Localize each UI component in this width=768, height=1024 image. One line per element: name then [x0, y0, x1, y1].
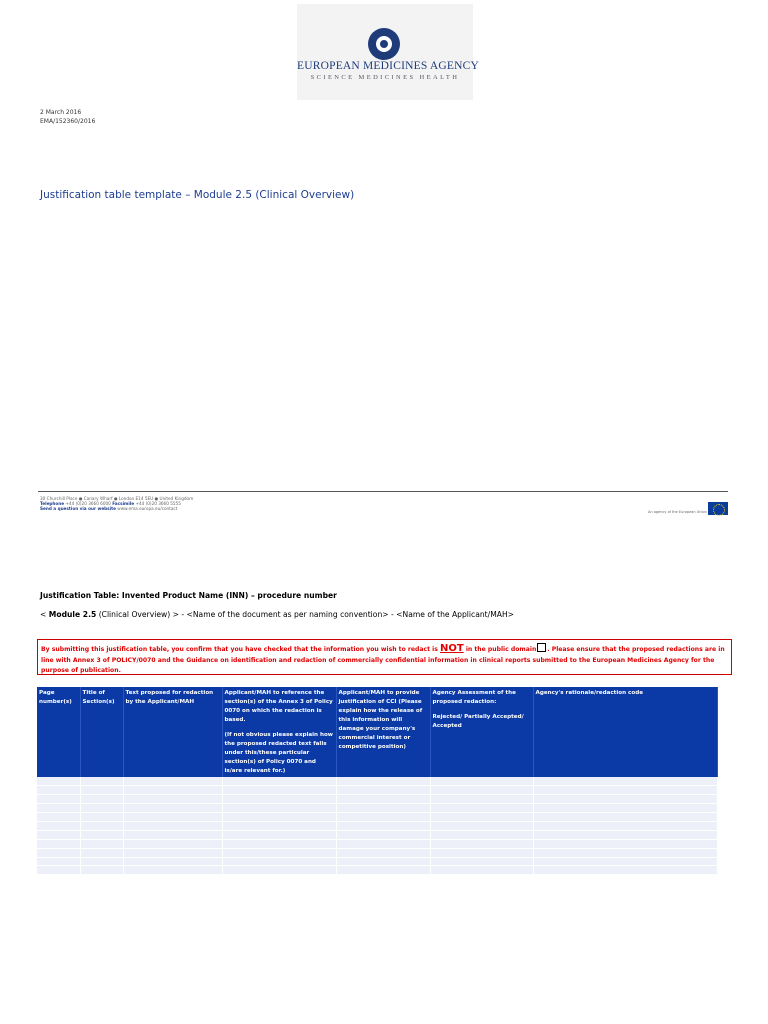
table-cell[interactable] [533, 777, 717, 786]
table-cell[interactable] [80, 821, 123, 830]
question-label: Send a question via our website [40, 506, 116, 511]
table-cell[interactable] [336, 777, 430, 786]
table-row [37, 804, 717, 813]
justification-table [37, 687, 718, 875]
footer-divider [38, 491, 728, 492]
table-cell[interactable] [37, 777, 80, 786]
column-header-proposed-text [123, 687, 222, 777]
table-row [37, 866, 717, 875]
column-header-agency-assessment [430, 687, 533, 777]
table-cell[interactable] [336, 813, 430, 822]
table-row [37, 777, 717, 786]
footer-address-block [40, 496, 193, 511]
table-cell[interactable] [430, 857, 533, 866]
table-cell[interactable] [430, 777, 533, 786]
table-cell[interactable] [123, 821, 222, 830]
table-cell[interactable] [222, 848, 336, 857]
table-cell[interactable] [123, 795, 222, 804]
telephone-number: +44 (0)20 3660 6000 [65, 501, 111, 506]
confirm-checkbox[interactable] [537, 643, 546, 652]
column-label: Page number(s) [39, 690, 72, 705]
table-cell[interactable] [80, 804, 123, 813]
table-cell[interactable] [533, 839, 717, 848]
eu-flag-icon [708, 502, 728, 515]
table-cell[interactable] [37, 795, 80, 804]
table-cell[interactable] [336, 857, 430, 866]
website-link[interactable]: www.ema.europa.eu/contact [117, 506, 178, 511]
table-cell[interactable] [80, 813, 123, 822]
table-header-row [37, 687, 717, 777]
table-cell[interactable] [37, 804, 80, 813]
confirmation-notice [37, 639, 732, 675]
table-cell[interactable] [123, 777, 222, 786]
table-cell[interactable] [533, 848, 717, 857]
subtitle-open: < [40, 610, 47, 619]
table-cell[interactable] [80, 830, 123, 839]
table-row [37, 821, 717, 830]
document-meta [40, 108, 95, 126]
table-cell[interactable] [533, 821, 717, 830]
table-cell[interactable] [37, 839, 80, 848]
table-row [37, 848, 717, 857]
table-cell[interactable] [80, 777, 123, 786]
justification-subtitle [40, 610, 514, 619]
notice-part-2: in the public domain [463, 646, 537, 653]
table-cell[interactable] [123, 839, 222, 848]
ema-emblem-icon [368, 28, 400, 60]
logo-tagline: SCIENCE MEDICINES HEALTH [310, 74, 460, 81]
column-header-annex-reference [222, 687, 336, 777]
facsimile-number: +44 (0)20 3660 5555 [135, 501, 181, 506]
table-cell[interactable] [80, 857, 123, 866]
column-header-cci-justification [336, 687, 430, 777]
table-cell[interactable] [37, 857, 80, 866]
table-cell[interactable] [123, 786, 222, 795]
telephone-label: Telephone [40, 501, 65, 506]
table-row [37, 839, 717, 848]
table-cell[interactable] [80, 848, 123, 857]
table-row [37, 857, 717, 866]
table-cell[interactable] [336, 795, 430, 804]
table-cell[interactable] [430, 786, 533, 795]
table-cell[interactable] [533, 866, 717, 875]
table-cell[interactable] [533, 795, 717, 804]
table-cell[interactable] [336, 839, 430, 848]
column-label: Agency's rationale/redaction code [535, 690, 644, 696]
table-cell[interactable] [430, 804, 533, 813]
table-cell[interactable] [430, 830, 533, 839]
table-cell[interactable] [533, 786, 717, 795]
table-cell[interactable] [123, 830, 222, 839]
subtitle-module: Module 2.5 [48, 610, 97, 619]
table-cell[interactable] [123, 866, 222, 875]
facsimile-label: Facsimile [112, 501, 135, 506]
notice-part-1: By submitting this justification table, you confirm that you have checked that the information you wish to redact is [41, 646, 440, 653]
table-cell[interactable] [222, 777, 336, 786]
notice-part-3: . Please ensure that the proposed redactions are in line with Annex 3 of POLICY/0070 and the Guidance on identification and redaction of commercially confidential information in clinical reports submitted to the European Medicines Agency for the purpose of publication. [41, 646, 725, 674]
table-cell[interactable] [80, 795, 123, 804]
subtitle-rest: (Clinical Overview) > - <Name of the document as per naming convention> - <Name of the Applicant/MAH> [98, 610, 515, 619]
column-label: Title of Section(s) [82, 690, 115, 705]
table-cell[interactable] [533, 813, 717, 822]
table-cell[interactable] [430, 848, 533, 857]
table-cell[interactable] [37, 830, 80, 839]
column-note: Rejected/ Partially Accepted/ Accepted [432, 714, 524, 729]
table-cell[interactable] [336, 786, 430, 795]
table-cell[interactable] [336, 804, 430, 813]
table-cell[interactable] [222, 795, 336, 804]
column-header-section-title [80, 687, 123, 777]
column-label: Applicant/MAH to provide justification of CCI (Please explain how the release of this information will damage your company's commercial interest or competitive position) [338, 690, 423, 750]
column-header-page-numbers [37, 687, 80, 777]
table-cell[interactable] [430, 795, 533, 804]
footer-address: 30 Churchill Place ● Canary Wharf ● London E14 5EU ● United Kingdom [40, 496, 194, 501]
column-label: Agency Assessment of the proposed redaction: [432, 690, 516, 705]
table-cell[interactable] [336, 848, 430, 857]
table-cell[interactable] [533, 804, 717, 813]
table-cell[interactable] [80, 786, 123, 795]
table-cell[interactable] [222, 804, 336, 813]
table-cell[interactable] [336, 866, 430, 875]
agency-note: An agency of the European Union [648, 510, 707, 514]
ema-logo [297, 4, 479, 100]
table-cell[interactable] [222, 866, 336, 875]
table-cell[interactable] [533, 857, 717, 866]
table-cell[interactable] [123, 813, 222, 822]
table-cell[interactable] [222, 821, 336, 830]
table-cell[interactable] [430, 821, 533, 830]
table-cell[interactable] [430, 813, 533, 822]
column-label: Text proposed for redaction by the Applicant/MAH [125, 690, 214, 705]
table-cell[interactable] [336, 821, 430, 830]
document-title: Justification table template – Module 2.5 (Clinical Overview) [40, 189, 355, 201]
column-header-agency-rationale [533, 687, 717, 777]
table-row [37, 786, 717, 795]
table-cell[interactable] [37, 866, 80, 875]
table-cell[interactable] [37, 813, 80, 822]
table-cell[interactable] [80, 839, 123, 848]
table-row [37, 795, 717, 804]
document-date: 2 March 2016 [40, 109, 82, 116]
column-label: Applicant/MAH to reference the section(s) of the Annex 3 of Policy 0070 on which the redaction is based. [224, 690, 333, 723]
column-note: (If not obvious please explain how the proposed redacted text falls under this/these particular section(s) of Policy 0070 and is/are relevant for.) [224, 732, 333, 774]
table-cell[interactable] [222, 839, 336, 848]
table-cell[interactable] [430, 866, 533, 875]
table-cell[interactable] [80, 866, 123, 875]
table-cell[interactable] [37, 786, 80, 795]
table-cell[interactable] [222, 830, 336, 839]
table-cell[interactable] [430, 839, 533, 848]
table-cell[interactable] [37, 848, 80, 857]
footer-web-line [40, 506, 193, 511]
table-body [37, 777, 717, 875]
table-cell[interactable] [533, 830, 717, 839]
table-cell[interactable] [37, 821, 80, 830]
document-reference: EMA/152360/2016 [40, 118, 96, 125]
table-cell[interactable] [222, 813, 336, 822]
table-cell[interactable] [336, 830, 430, 839]
table-cell[interactable] [222, 786, 336, 795]
logo-name: EUROPEAN MEDICINES AGENCY [297, 60, 479, 72]
table-cell[interactable] [222, 857, 336, 866]
table-row [37, 813, 717, 822]
notice-emphasis: NOT [440, 643, 464, 654]
table-cell[interactable] [123, 848, 222, 857]
table-cell[interactable] [123, 804, 222, 813]
justification-table-title: Justification Table: Invented Product Name (INN) – procedure number [40, 591, 337, 600]
table-cell[interactable] [123, 857, 222, 866]
table-row [37, 830, 717, 839]
